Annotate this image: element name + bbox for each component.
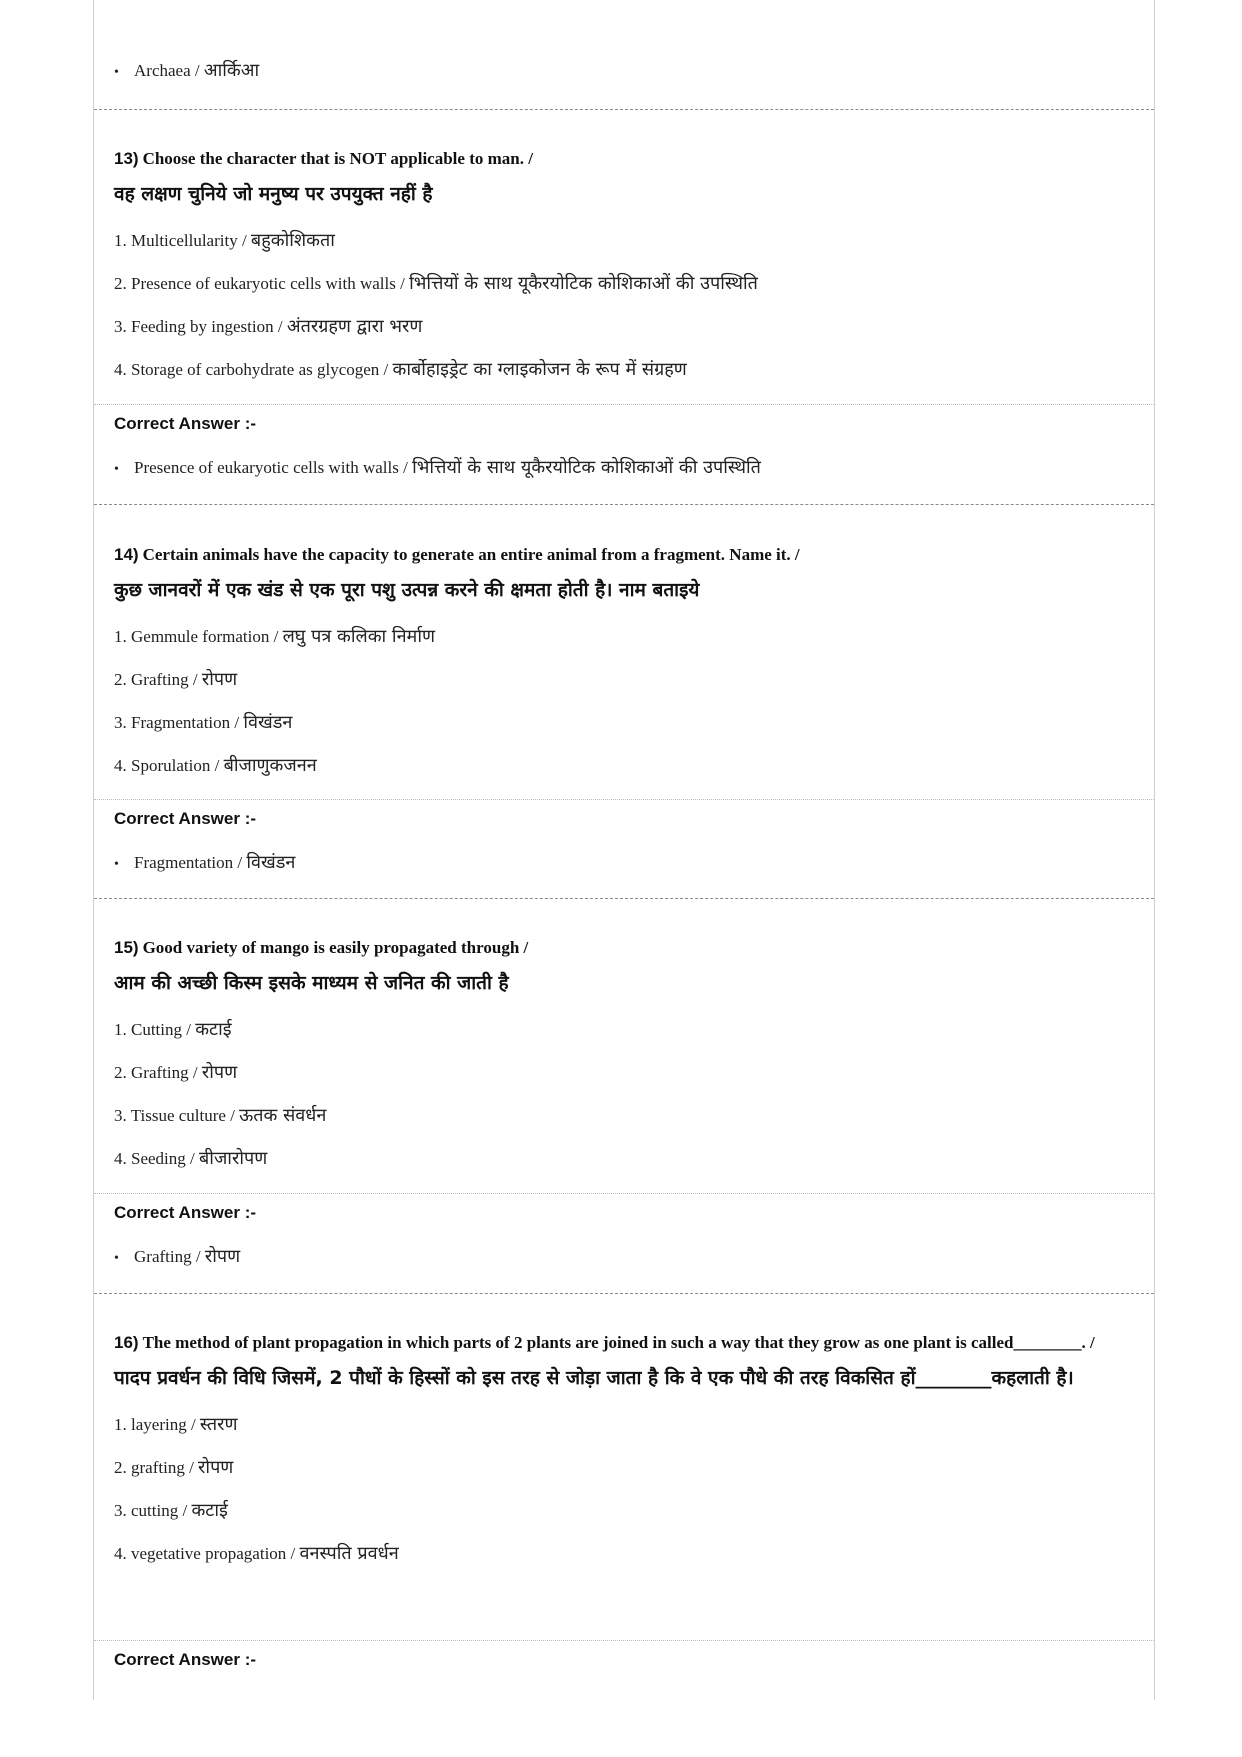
option-4: 4. Sporulation / बीजाणुकजनन bbox=[114, 755, 317, 776]
answer-divider bbox=[94, 1640, 1154, 1641]
option-2: 2. grafting / रोपण bbox=[114, 1457, 234, 1478]
question-15 bbox=[114, 935, 1126, 1180]
option-4: 4. vegetative propagation / वनस्पति प्रवर्धन bbox=[114, 1543, 399, 1564]
question-text-en: 15) Good variety of mango is easily propagated through / bbox=[114, 938, 529, 957]
question-divider bbox=[94, 504, 1154, 505]
answer-divider bbox=[94, 1193, 1154, 1194]
question-text-hi: आम की अच्छी किस्म इसके माध्यम से जनित की जाती है bbox=[114, 972, 509, 994]
question-divider bbox=[94, 109, 1154, 110]
options-list bbox=[114, 1403, 1126, 1575]
correct-answer: • Grafting / रोपण bbox=[114, 1246, 241, 1267]
option-3: 3. cutting / कटाई bbox=[114, 1500, 228, 1521]
correct-answer: • Presence of eukaryotic cells with walls / भित्तियों के साथ यूकैरयोटिक कोशिकाओं की उपस्थिति bbox=[114, 457, 761, 478]
question-sheet bbox=[93, 0, 1155, 1700]
option-2: 2. Grafting / रोपण bbox=[114, 669, 238, 690]
previous-answer: • Archaea / आर्किआ bbox=[114, 60, 260, 81]
question-13 bbox=[114, 146, 1126, 391]
options-list bbox=[114, 1008, 1126, 1180]
options-list bbox=[114, 219, 1126, 391]
answer-divider bbox=[94, 799, 1154, 800]
option-3: 3. Feeding by ingestion / अंतरग्रहण द्वारा भरण bbox=[114, 316, 423, 337]
question-text-hi: कुछ जानवरों में एक खंड से एक पूरा पशु उत्पन्न करने की क्षमता होती है। नाम बताइये bbox=[114, 579, 700, 601]
answer-divider bbox=[94, 404, 1154, 405]
question-text-en: 13) Choose the character that is NOT applicable to man. / bbox=[114, 149, 533, 168]
option-4: 4. Seeding / बीजारोपण bbox=[114, 1148, 268, 1169]
options-list bbox=[114, 615, 1126, 787]
question-14 bbox=[114, 542, 1126, 787]
option-1: 1. Cutting / कटाई bbox=[114, 1019, 232, 1040]
option-1: 1. Multicellularity / बहुकोशिकता bbox=[114, 230, 335, 251]
option-1: 1. Gemmule formation / लघु पत्र कलिका निर्माण bbox=[114, 626, 435, 647]
question-text-en: 14) Certain animals have the capacity to generate an entire animal from a fragment. Name it. / bbox=[114, 545, 800, 564]
option-4: 4. Storage of carbohydrate as glycogen / कार्बोहाइड्रेट का ग्लाइकोजन के रूप में संग्रहण bbox=[114, 359, 687, 380]
correct-answer-label: Correct Answer :- bbox=[114, 1650, 257, 1669]
question-text-en: 16) The method of plant propagation in which parts of 2 plants are joined in such a way that they grow as one plant is called________. / bbox=[114, 1333, 1095, 1352]
correct-answer-label: Correct Answer :- bbox=[114, 1203, 257, 1222]
option-3: 3. Tissue culture / ऊतक संवर्धन bbox=[114, 1105, 327, 1126]
correct-answer-label: Correct Answer :- bbox=[114, 809, 257, 828]
option-3: 3. Fragmentation / विखंडन bbox=[114, 712, 293, 733]
option-2: 2. Grafting / रोपण bbox=[114, 1062, 238, 1083]
question-text-hi: वह लक्षण चुनिये जो मनुष्य पर उपयुक्त नहीं है bbox=[114, 183, 433, 205]
option-2: 2. Presence of eukaryotic cells with walls / भित्तियों के साथ यूकैरयोटिक कोशिकाओं की उपस्थिति bbox=[114, 273, 758, 294]
question-text-hi: पादप प्रवर्धन की विधि जिसमें, 2 पौधों के हिस्सों को इस तरह से जोड़ा जाता है कि वे एक पौधे की तरह विकसित हों________कहलाती है। bbox=[114, 1367, 1074, 1389]
option-1: 1. layering / स्तरण bbox=[114, 1414, 238, 1435]
question-16 bbox=[114, 1330, 1126, 1575]
correct-answer: • Fragmentation / विखंडन bbox=[114, 852, 296, 873]
correct-answer-label: Correct Answer :- bbox=[114, 414, 257, 433]
question-divider bbox=[94, 898, 1154, 899]
question-divider bbox=[94, 1293, 1154, 1294]
